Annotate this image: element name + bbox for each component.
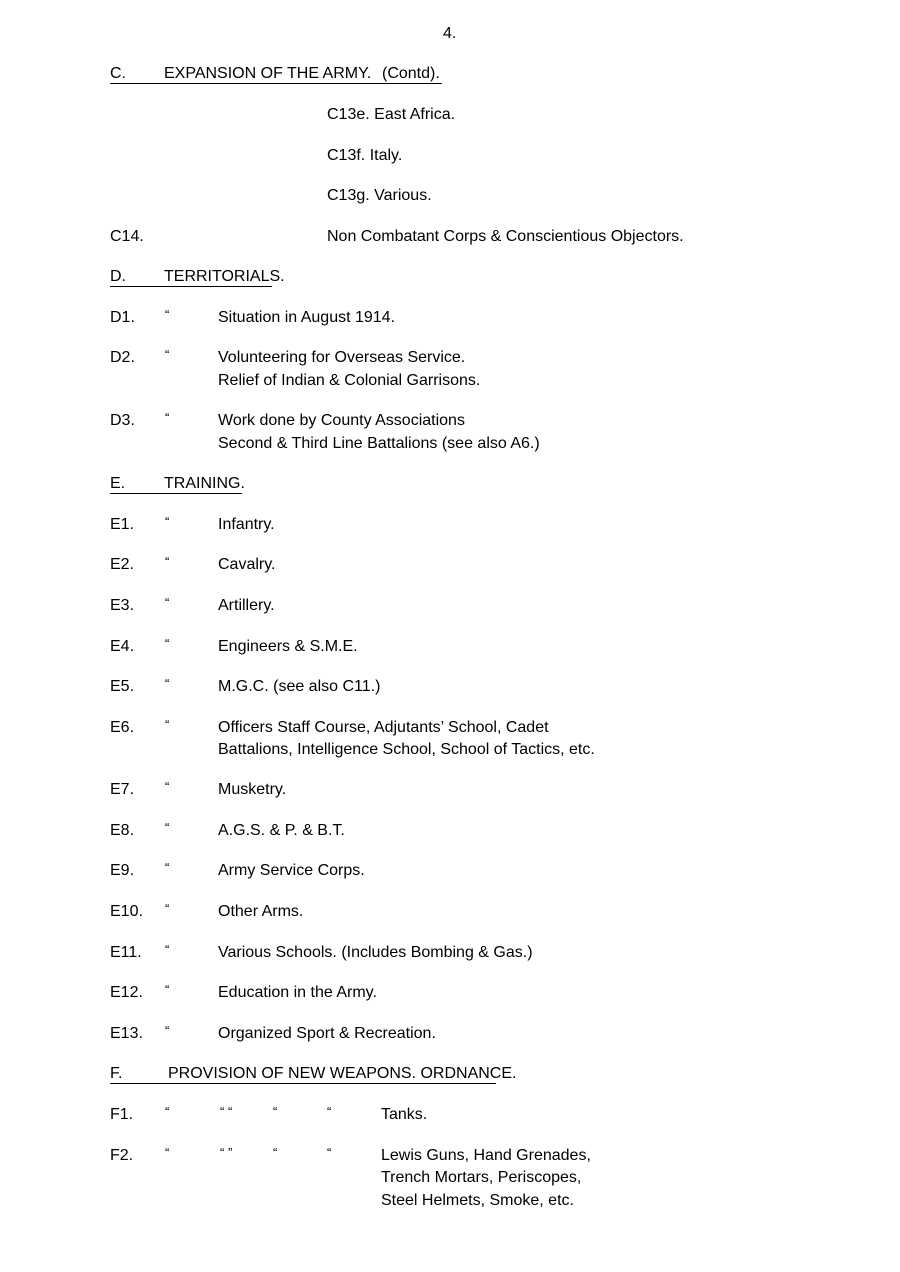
e7-code: E7. — [110, 781, 135, 798]
f2-code: F2. — [110, 1147, 134, 1164]
f2-text-line-1: Lewis Guns, Hand Grenades, — [381, 1147, 591, 1164]
e11-text: Various Schools. (Includes Bombing & Gas.) — [218, 944, 533, 961]
section-f-underline — [110, 1083, 496, 1084]
d2-text-line-2: Relief of Indian & Colonial Garrisons. — [218, 372, 481, 389]
section-d-letter: D. — [110, 268, 126, 285]
e2-ditto: “ — [165, 554, 170, 569]
section-c-underline — [110, 83, 442, 84]
e4-ditto: “ — [165, 636, 170, 651]
section-d-heading — [110, 266, 285, 288]
section-e-heading — [110, 473, 245, 495]
d1-text: Situation in August 1914. — [218, 309, 396, 326]
e1-text: Infantry. — [218, 516, 275, 533]
e8-ditto: “ — [165, 820, 170, 835]
section-e-title: TRAINING. — [164, 475, 245, 492]
e4-text: Engineers & S.M.E. — [218, 638, 358, 655]
f1-ditto-4: “ — [327, 1104, 332, 1119]
f1-ditto-3: “ — [273, 1104, 278, 1119]
d1-ditto: “ — [165, 307, 170, 322]
f2-text-line-3: Steel Helmets, Smoke, etc. — [381, 1192, 574, 1209]
e3-code: E3. — [110, 597, 135, 614]
page-number: 4. — [443, 25, 457, 42]
section-f-heading — [110, 1063, 517, 1085]
e5-text: M.G.C. (see also C11.) — [218, 678, 381, 695]
d3-code: D3. — [110, 412, 135, 429]
e12-text: Education in the Army. — [218, 984, 377, 1001]
section-e-underline — [110, 493, 242, 494]
f1-ditto-1: “ — [165, 1104, 170, 1119]
e12-code: E12. — [110, 984, 143, 1001]
section-f-letter: F. — [110, 1065, 123, 1082]
e13-ditto: “ — [165, 1023, 170, 1038]
c14-code: C14. — [110, 228, 144, 245]
e9-text: Army Service Corps. — [218, 862, 365, 879]
e3-text: Artillery. — [218, 597, 275, 614]
e9-ditto: “ — [165, 860, 170, 875]
e9-code: E9. — [110, 862, 135, 879]
f2-ditto-2: “ ” — [220, 1145, 233, 1160]
e1-ditto: “ — [165, 514, 170, 529]
e10-code: E10. — [110, 903, 143, 920]
e3-ditto: “ — [165, 595, 170, 610]
f1-code: F1. — [110, 1106, 134, 1123]
section-d-underline — [110, 286, 272, 287]
section-e-letter: E. — [110, 475, 126, 492]
section-c-letter: C. — [110, 65, 126, 82]
section-c-title: EXPANSION OF THE ARMY. — [164, 65, 372, 82]
e12-ditto: “ — [165, 982, 170, 997]
d1-code: D1. — [110, 309, 135, 326]
section-d-title: TERRITORIALS. — [164, 268, 285, 285]
e8-text: A.G.S. & P. & B.T. — [218, 822, 345, 839]
section-c-contd: (Contd). — [382, 65, 440, 82]
c13e-item: C13e. East Africa. — [327, 106, 456, 123]
d3-text-line-1: Work done by County Associations — [218, 412, 465, 429]
e4-code: E4. — [110, 638, 135, 655]
e11-ditto: “ — [165, 942, 170, 957]
d2-text-line-1: Volunteering for Overseas Service. — [218, 349, 466, 366]
e10-text: Other Arms. — [218, 903, 304, 920]
e5-code: E5. — [110, 678, 135, 695]
f1-ditto-2: “ “ — [220, 1104, 233, 1119]
e5-ditto: “ — [165, 676, 170, 691]
c14-text: Non Combatant Corps & Conscientious Objectors. — [327, 228, 684, 245]
c13g-item: C13g. Various. — [327, 187, 432, 204]
e6-text-line-2: Battalions, Intelligence School, School of Tactics, etc. — [218, 741, 595, 758]
e8-code: E8. — [110, 822, 135, 839]
e13-code: E13. — [110, 1025, 143, 1042]
section-c-heading — [110, 63, 442, 85]
e6-code: E6. — [110, 719, 135, 736]
e6-ditto: “ — [165, 717, 170, 732]
f2-ditto-1: “ — [165, 1145, 170, 1160]
e1-code: E1. — [110, 516, 135, 533]
e7-text: Musketry. — [218, 781, 287, 798]
e2-code: E2. — [110, 556, 135, 573]
e11-code: E11. — [110, 944, 142, 961]
e6-text-line-1: Officers Staff Course, Adjutants’ School, Cadet — [218, 719, 549, 736]
e7-ditto: “ — [165, 779, 170, 794]
section-f-title: PROVISION OF NEW WEAPONS. ORDNANCE. — [168, 1065, 517, 1082]
d3-ditto: “ — [165, 410, 170, 425]
d2-code: D2. — [110, 349, 135, 366]
f1-text: Tanks. — [381, 1106, 428, 1123]
e13-text: Organized Sport & Recreation. — [218, 1025, 436, 1042]
d3-text-line-2: Second & Third Line Battalions (see also A6.) — [218, 435, 540, 452]
d2-ditto: “ — [165, 347, 170, 362]
f2-ditto-4: “ — [327, 1145, 332, 1160]
c13f-item: C13f. Italy. — [327, 147, 403, 164]
e10-ditto: “ — [165, 901, 170, 916]
e2-text: Cavalry. — [218, 556, 276, 573]
f2-text-line-2: Trench Mortars, Periscopes, — [381, 1169, 582, 1186]
f2-ditto-3: “ — [273, 1145, 278, 1160]
